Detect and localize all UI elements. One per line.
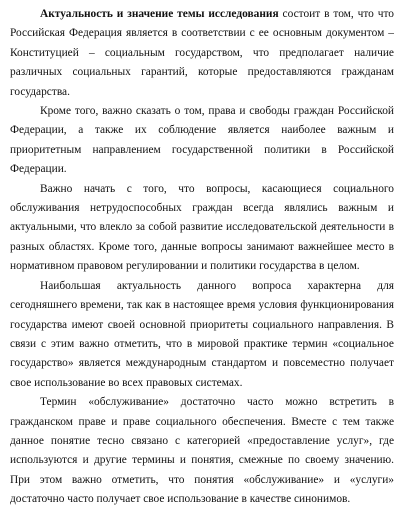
paragraph-text: состоит в том, что что Российская Федерация является в соответствии с ее основным документом – Конституцией – социальным государством, что предполагает наличие различных социальных гарантий, которые предоставляются гражданам государства. [10, 8, 395, 98]
paragraph-relevance [10, 5, 394, 102]
paragraph-social-service [10, 180, 394, 277]
paragraph-rights [10, 102, 394, 180]
paragraph-text: Кроме того, важно сказать о том, права и свободы граждан Российской Федерации, а также их соблюдение является наиболее важным и приоритетным направлением государственной политики в Российской Федерации. [10, 105, 394, 176]
paragraph-text: Термин «обслуживание» достаточно часто можно встретить в гражданском праве и праве социального обеспечения. Вместе с тем также данное понятие тесно связано с категорией «предоставление услуг», где используются и другие термины и понятия, смежные по своему значению. При этом важно отметить, что понятия «обслуживание» и «услуги» достаточно часто получает свое использование в качестве синонимов. [10, 396, 394, 506]
paragraph-term-service [10, 393, 394, 509]
paragraph-lead-bold: Актуальность и значение темы исследования [40, 8, 279, 20]
paragraph-text: Наибольшая актуальность данного вопроса характерна для сегодняшнего времени, так как в настоящее время условия функционирования государства имеют своей основной приоритеты социального направления. В связи с этим важно отметить, что в мировой практике термин «социальное государство» является международным стандартом и повсеместно получает свое использование во всех правовых системах. [10, 279, 394, 389]
paragraph-actuality [10, 277, 394, 393]
paragraph-text: Важно начать с того, что вопросы, касающиеся социального обслуживания нетрудоспособных граждан всегда являлись важным и актуальными, что влекло за собой развитие исследовательской деятельности в разных областях. Кроме того, данные вопросы занимают важнейшее место в нормативном правовом регулировании и политики государства в целом. [10, 182, 394, 273]
